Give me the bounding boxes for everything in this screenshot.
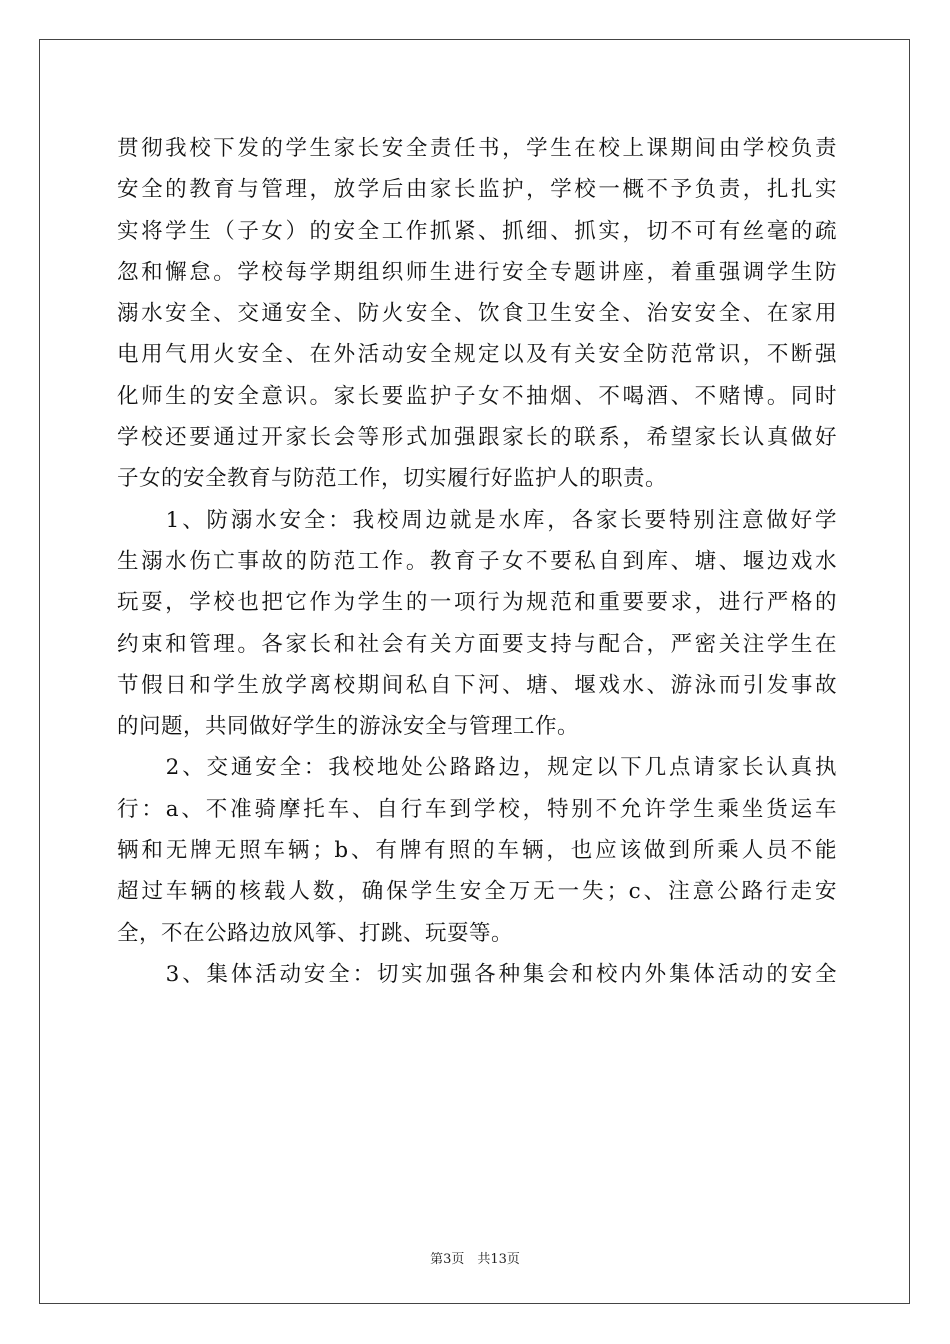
text-line: 1、防溺水安全：我校周边就是水库，各家长要特别注意做好学 <box>117 507 837 533</box>
text-line: 安全的教育与管理，放学后由家长监护，学校一概不予负责，扎扎实 <box>117 177 837 203</box>
text-line: 贯彻我校下发的学生家长安全责任书，学生在校上课期间由学校负责 <box>117 136 837 161</box>
text-line: 生溺水伤亡事故的防范工作。教育子女不要私自到库、塘、堰边戏水 <box>117 548 837 574</box>
text-line: 溺水安全、交通安全、防火安全、饮食卫生安全、治安安全、在家用 <box>117 301 837 327</box>
text-line: 全，不在公路边放风筝、打跳、玩耍等。 <box>117 920 514 946</box>
text-line: 实将学生（子女）的安全工作抓紧、抓细、抓实，切不可有丝毫的疏 <box>117 218 837 244</box>
text-line: 约束和管理。各家长和社会有关方面要支持与配合，严密关注学生在 <box>117 631 837 657</box>
text-line: 玩耍，学校也把它作为学生的一项行为规范和重要要求，进行严格的 <box>117 590 837 616</box>
text-line: 超过车辆的核载人数，确保学生安全万无一失；c、注意公路行走安 <box>117 879 837 905</box>
text-line: 辆和无牌无照车辆；b、有牌有照的车辆，也应该做到所乘人员不能 <box>117 838 837 864</box>
text-line: 电用气用火安全、在外活动安全规定以及有关安全防范常识，不断强 <box>117 342 837 368</box>
text-line: 行：a、不准骑摩托车、自行车到学校，特别不允许学生乘坐货运车 <box>117 796 837 822</box>
document-body <box>117 128 837 995</box>
text-line: 3、集体活动安全：切实加强各种集会和校内外集体活动的安全 <box>117 961 837 987</box>
page-number-label: 第3页 共13页 <box>430 1252 520 1267</box>
text-line: 化师生的安全意识。家长要监护子女不抽烟、不喝酒、不赌博。同时 <box>117 383 837 409</box>
text-line: 子女的安全教育与防范工作，切实履行好监护人的职责。 <box>117 466 668 492</box>
text-line: 学校还要通过开家长会等形式加强跟家长的联系，希望家长认真做好 <box>117 425 837 451</box>
text-line: 忽和懈怠。学校每学期组织师生进行安全专题讲座，着重强调学生防 <box>117 259 837 285</box>
text-line: 节假日和学生放学离校期间私自下河、塘、堰戏水、游泳而引发事故 <box>117 672 837 698</box>
page-footer <box>0 1248 950 1267</box>
text-line: 的问题，共同做好学生的游泳安全与管理工作。 <box>117 714 580 740</box>
text-line: 2、交通安全：我校地处公路路边，规定以下几点请家长认真执 <box>117 755 837 781</box>
